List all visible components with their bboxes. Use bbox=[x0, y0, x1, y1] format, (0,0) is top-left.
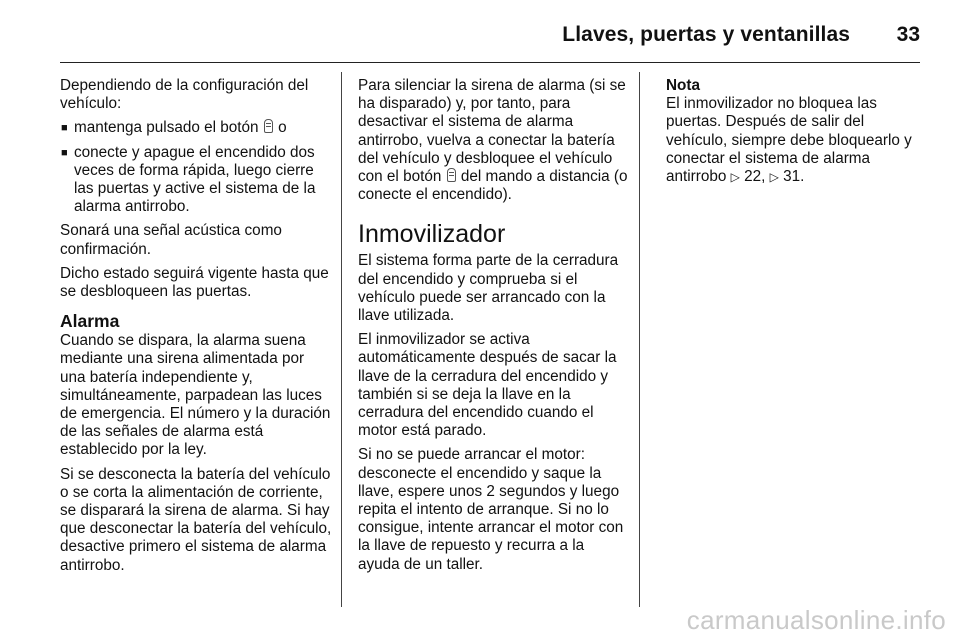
bullet-square-icon: ■ bbox=[61, 122, 68, 135]
lock-key-icon bbox=[264, 119, 273, 133]
chapter-title: Llaves, puertas y ventanillas bbox=[562, 23, 850, 46]
section-heading-inmovilizador: Inmovilizador bbox=[358, 220, 506, 249]
paragraph-text: Para silenciar la sirena de alarma (si se ha disparado) y, por tanto, para desactivar el sistema de alarma antirrobo, vuelva a conectar la batería del vehículo y desbloquee el vehículo con el botón bbox=[358, 77, 626, 186]
section-heading-alarma: Alarma bbox=[60, 311, 120, 332]
column-divider-1 bbox=[341, 72, 342, 607]
note-text bbox=[666, 95, 926, 186]
paragraph: El inmovilizador se activa automáticamente después de sacar la llave de la cerradura del encendido y también si se deja la llave en la cerradura del encendido cuando el motor está parado. bbox=[358, 331, 617, 440]
page-reference[interactable]: 31. bbox=[783, 168, 805, 186]
paragraph: Si se desconecta la batería del vehículo o se corta la alimentación de corriente, se disparará la sirena de alarma. Si hay que desconectar la batería del vehículo, desactive primero el sistema de alarma antirrobo. bbox=[60, 465, 332, 574]
paragraph: El sistema forma parte de la cerradura del encendido y comprueba si el vehículo puede ser arrancado con la llave utilizada. bbox=[358, 252, 619, 325]
column-3 bbox=[666, 77, 926, 192]
page-header bbox=[60, 14, 920, 63]
paragraph: Si no se puede arrancar el motor: desconecte el encendido y saque la llave, espere unos 2 segundos y luego repita el intento de arranque. Si no lo consigue, intente arrancar el motor con la llave de repuesto y recurra a la ayuda de un taller. bbox=[358, 446, 624, 573]
column-2 bbox=[358, 77, 628, 580]
note-label: Nota bbox=[666, 77, 700, 94]
column-divider-2 bbox=[639, 72, 640, 607]
page-number: 33 bbox=[896, 23, 920, 46]
bullet-text-end: o bbox=[278, 119, 287, 137]
arrow-reference-icon[interactable]: ▷ bbox=[730, 170, 740, 185]
note-body: El inmovilizador no bloquea las puertas. Después de salir del vehículo, siempre debe bloquearlo y conectar el sistema de alarma antirrobo bbox=[666, 95, 912, 186]
paragraph: Cuando se dispara, la alarma suena mediante una sirena alimentada por una batería independiente y, simultáneamente, parpadean las luces de emergencia. El número y la duración de las señales de alarma está establecido por la ley. bbox=[60, 332, 331, 459]
list-item bbox=[60, 144, 332, 217]
paragraph bbox=[358, 77, 628, 204]
arrow-reference-icon[interactable]: ▷ bbox=[769, 170, 779, 185]
bullet-square-icon: ■ bbox=[61, 146, 68, 159]
paragraph: Sonará una señal acústica como confirmación. bbox=[60, 222, 282, 258]
column-1 bbox=[60, 77, 332, 581]
paragraph: Dicho estado seguirá vigente hasta que se desbloqueen las puertas. bbox=[60, 264, 329, 301]
watermark: carmanualsonline.info bbox=[686, 605, 946, 635]
page-reference[interactable]: 22, bbox=[744, 168, 766, 186]
intro-text: Dependiendo de la configuración del vehículo: bbox=[60, 77, 309, 113]
paragraph-text-end: del mando a distancia (o conecte el encendido). bbox=[358, 168, 628, 204]
bullet-text: conecte y apague el encendido dos veces de forma rápida, luego cierre las puertas y active el sistema de la alarma antirrobo. bbox=[74, 143, 316, 216]
list-item bbox=[60, 119, 332, 137]
bullet-text: mantenga pulsado el botón bbox=[74, 119, 259, 137]
unlock-key-icon bbox=[447, 168, 456, 182]
